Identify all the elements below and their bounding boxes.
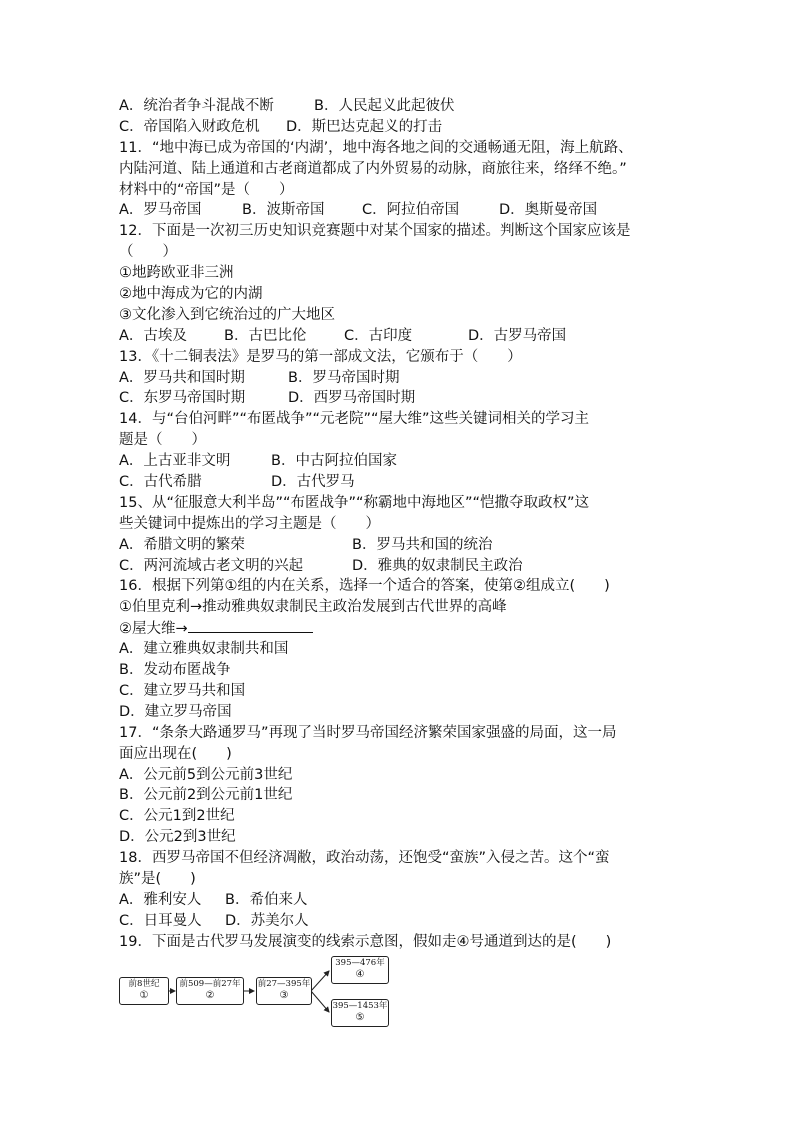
text-line xyxy=(119,472,679,493)
answer-option: C．古印度 xyxy=(344,327,413,344)
line-text: A．公元前5到公元前3世纪 xyxy=(119,766,293,783)
text-line xyxy=(119,347,679,368)
arrow-3-4 xyxy=(311,971,329,991)
line-text: 12．下面是一次初三历史知识竞赛题中对某个国家的描述。判断这个国家应该是 xyxy=(119,223,631,240)
answer-option: A．希腊文明的繁荣 xyxy=(119,536,245,553)
timeline-box-2: 前509—前27年 ② xyxy=(176,977,244,1005)
text-line xyxy=(119,806,679,827)
answer-option: D．古代罗马 xyxy=(271,474,355,491)
text-line xyxy=(119,200,679,221)
text-line xyxy=(119,305,679,326)
timeline-box-1: 前8世纪 ① xyxy=(119,977,169,1005)
text-line xyxy=(119,180,679,201)
timeline-box-5: 395—1453年 ⑤ xyxy=(331,999,389,1027)
text-line xyxy=(119,326,679,347)
line-text: D．建立罗马帝国 xyxy=(119,703,232,720)
line-text: ①地跨欧亚非三洲 xyxy=(119,265,234,282)
answer-option: C．东罗马帝国时期 xyxy=(119,390,246,407)
text-line xyxy=(119,535,679,556)
answer-option: B．罗马共和国的统治 xyxy=(352,536,493,553)
rome-timeline-diagram xyxy=(119,955,394,1030)
answer-blank xyxy=(188,618,313,633)
answer-option: A．上古亚非文明 xyxy=(119,453,231,470)
text-line xyxy=(119,765,679,786)
text-line xyxy=(119,284,679,305)
text-line xyxy=(119,221,679,242)
text-line xyxy=(119,242,679,263)
text-line xyxy=(119,597,679,618)
text-line xyxy=(119,618,679,639)
text-line xyxy=(119,869,679,890)
answer-option: C．古代希腊 xyxy=(119,474,202,491)
line-text: 些关键词中提炼出的学习主题是（ ） xyxy=(119,515,380,532)
text-line xyxy=(119,702,679,723)
text-line xyxy=(119,639,679,660)
answer-option: D．苏美尔人 xyxy=(225,912,309,929)
text-line xyxy=(119,430,679,451)
line-text: 题是（ ） xyxy=(119,432,206,449)
timeline-box-3: 前27—395年 ③ xyxy=(256,977,312,1005)
line-text: 19．下面是古代罗马发展演变的线索示意图，假如走④号通道到达的是( ) xyxy=(119,933,612,950)
answer-option: D．雅典的奴隶制民主政治 xyxy=(352,557,523,574)
answer-option: C．阿拉伯帝国 xyxy=(362,202,460,219)
answer-option: A．古埃及 xyxy=(119,327,187,344)
text-line xyxy=(119,514,679,535)
text-line xyxy=(119,576,679,597)
answer-option: D．奥斯曼帝国 xyxy=(499,202,598,219)
answer-option: B．中古阿拉伯国家 xyxy=(271,453,397,470)
line-text: 17．“条条大路通罗马”再现了当时罗马帝国经济繁荣国家强盛的局面，这一局 xyxy=(119,724,617,741)
text-line xyxy=(119,911,679,932)
text-line xyxy=(119,848,679,869)
line-text: D．公元2到3世纪 xyxy=(119,829,236,846)
text-line xyxy=(119,388,679,409)
line-text: B．发动布匿战争 xyxy=(119,662,231,679)
text-line xyxy=(119,681,679,702)
answer-option: D．斯巴达克起义的打击 xyxy=(286,118,443,135)
line-text: B．公元前2到公元前1世纪 xyxy=(119,787,293,804)
answer-option: A．统治者争斗混战不断 xyxy=(119,98,274,114)
line-text: ①伯里克利→推动雅典奴隶制民主政治发展到古代世界的高峰 xyxy=(119,599,507,616)
line-text: A．建立雅典奴隶制共和国 xyxy=(119,641,289,658)
line-text: 18．西罗马帝国不但经济凋敝，政治动荡，还饱受“蛮族”入侵之苦。这个“蛮 xyxy=(119,850,610,867)
line-text: 13．《十二铜表法》是罗马的第一部成文法，它颁布于（ ） xyxy=(119,348,522,365)
text-line xyxy=(119,409,679,430)
text-line xyxy=(119,263,679,284)
line-text: 材料中的“帝国”是（ ） xyxy=(119,181,294,198)
line-text: （ ） xyxy=(119,244,177,261)
line-text: 内陆河道、陆上通道和古老商道都成了内外贸易的动脉，商旅往来，络绎不绝。” xyxy=(119,160,627,177)
text-line xyxy=(119,890,679,911)
text-line xyxy=(119,556,679,577)
answer-option: B．波斯帝国 xyxy=(242,202,325,219)
line-text: ②屋大维→ xyxy=(119,621,188,638)
line-text: 11．“地中海已成为帝国的‘内湖’，地中海各地之间的交通畅通无阻，海上航路、 xyxy=(119,139,633,156)
answer-option: D．西罗马帝国时期 xyxy=(288,390,416,407)
line-text: ②地中海成为它的内湖 xyxy=(119,286,263,303)
arrow-3-5 xyxy=(311,991,329,1012)
answer-option: C．两河流域古老文明的兴起 xyxy=(119,557,304,574)
exam-page xyxy=(119,96,679,953)
answer-option: A．雅利安人 xyxy=(119,891,202,908)
answer-option: B．希伯来人 xyxy=(225,891,308,908)
text-line xyxy=(119,368,679,389)
answer-option: C．帝国陷入财政危机 xyxy=(119,118,260,135)
answer-option: C．日耳曼人 xyxy=(119,912,202,929)
text-line xyxy=(119,138,679,159)
text-line xyxy=(119,96,679,117)
line-text: 面应出现在( ) xyxy=(119,745,232,762)
timeline-box-4: 395—476年 ④ xyxy=(331,956,389,984)
text-line xyxy=(119,117,679,138)
text-line xyxy=(119,451,679,472)
text-line xyxy=(119,723,679,744)
line-text: C．公元1到2世纪 xyxy=(119,808,235,825)
line-text: C．建立罗马共和国 xyxy=(119,682,246,699)
text-line xyxy=(119,932,679,953)
answer-option: A．罗马共和国时期 xyxy=(119,369,245,386)
text-line xyxy=(119,744,679,765)
answer-option: B．罗马帝国时期 xyxy=(288,369,400,386)
line-text: 族”是( ) xyxy=(119,870,196,887)
line-text: 14．与“台伯河畔”“布匿战争”“元老院”“屋大维”这些关键词相关的学习主 xyxy=(119,411,590,428)
text-line xyxy=(119,785,679,806)
answer-option: D．古罗马帝国 xyxy=(468,327,567,344)
text-line xyxy=(119,159,679,180)
answer-option: B．古巴比伦 xyxy=(224,327,307,344)
line-text: ③文化渗入到它统治过的广大地区 xyxy=(119,306,335,323)
text-line xyxy=(119,827,679,848)
line-text: 16．根据下列第①组的内在关系，选择一个适合的答案，使第②组成立( ) xyxy=(119,578,610,595)
answer-option: A．罗马帝国 xyxy=(119,202,202,219)
answer-option: B．人民起义此起彼伏 xyxy=(314,98,455,114)
text-line xyxy=(119,660,679,681)
text-line xyxy=(119,493,679,514)
line-text: 15、从“征服意大利半岛”“布匿战争”“称霸地中海地区”“恺撒夺取政权”这 xyxy=(119,494,590,511)
